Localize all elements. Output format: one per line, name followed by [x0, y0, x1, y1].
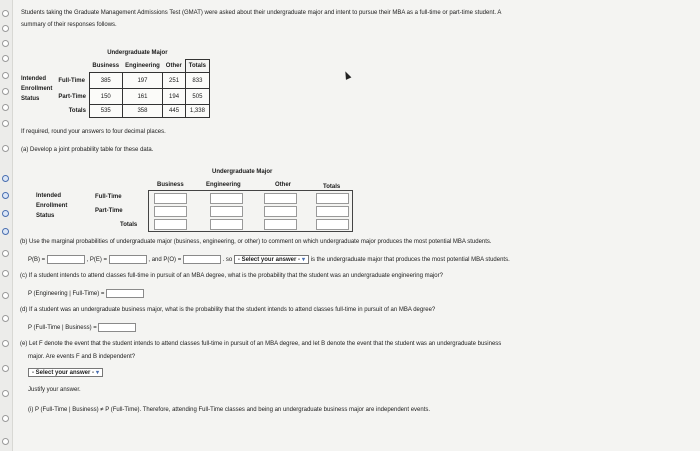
column-header-totals: Totals [185, 60, 209, 73]
table-cell: 161 [122, 89, 163, 105]
joint-input-totals-other[interactable] [264, 219, 297, 230]
joint-row-totals: Totals [120, 222, 138, 228]
part-d-text: (d) If a student was an undergraduate business major, what is the probability that the student intends to attend classes full-time in pursuit of an MBA degree? [20, 307, 436, 313]
joint-input-totals-engineering[interactable] [210, 219, 243, 230]
joint-input-parttime-other[interactable] [264, 206, 297, 217]
part-c-input[interactable] [106, 289, 144, 298]
joint-row-full-time: Full-Time [95, 194, 122, 200]
radio-indicator [2, 40, 9, 47]
radio-indicator [2, 104, 9, 111]
part-a-label: (a) Develop a joint probability table for these data. [21, 147, 154, 153]
table-cell: 385 [89, 73, 122, 89]
joint-column-totals: Totals [323, 184, 341, 190]
joint-input-parttime-totals[interactable] [316, 206, 349, 217]
radio-indicator [2, 120, 9, 127]
left-gutter [0, 0, 13, 451]
column-header-engineering: Engineering [125, 62, 160, 69]
column-header-business: Business [92, 62, 120, 69]
intro-line-1: Students taking the Graduate Management Admissions Test (GMAT) were asked about their undergraduate major and intent to pursue their MBA as a full-time or part-time student. A [21, 10, 502, 16]
radio-indicator [2, 72, 9, 79]
part-d-prob-label: P (Full-Time | Business) = [28, 325, 97, 332]
row-group-line: Intended [21, 75, 46, 82]
po-label: , and P(O) = [148, 257, 182, 264]
row-group-line: Intended [36, 193, 61, 199]
row-label-totals: Totals [68, 108, 86, 114]
joint-input-fulltime-other[interactable] [264, 193, 297, 204]
table-cell: 197 [122, 73, 163, 89]
radio-indicator [2, 365, 9, 372]
pb-input[interactable] [47, 255, 85, 264]
table-cell: 251 [163, 73, 186, 89]
radio-indicator [2, 210, 9, 217]
joint-input-fulltime-engineering[interactable] [210, 193, 243, 204]
part-e-line-1: (e) Let F denote the event that the student intends to attend classes full-time in pursuit of an MBA degree, and let B denote the event that the student was an undergraduate business [20, 341, 502, 347]
justification-option: (i) P (Full-Time | Business) ≠ P (Full-Time). Therefore, attending Full-Time classes and being an undergraduate business major are independent events. [28, 407, 431, 413]
pe-label: , P(E) = [86, 257, 108, 264]
justify-label: Justify your answer. [28, 387, 81, 393]
row-group-label [18, 73, 55, 105]
part-b-answer-row [28, 255, 510, 264]
radio-indicator [2, 270, 9, 277]
po-input[interactable] [183, 255, 221, 264]
row-group-line: Enrollment [21, 85, 53, 92]
joint-input-fulltime-totals[interactable] [316, 193, 349, 204]
so-label: . so [222, 257, 233, 264]
radio-indicator [2, 340, 9, 347]
table-cell: 445 [163, 105, 186, 118]
part-e-line-2: major. Are events F and B independent? [28, 354, 136, 360]
joint-row-part-time: Part-Time [95, 208, 123, 214]
joint-column-engineering: Engineering [206, 182, 241, 188]
row-group-line: Enrollment [36, 203, 68, 209]
part-b-tail: is the undergraduate major that produces the most potential MBA students. [310, 257, 510, 264]
joint-input-parttime-engineering[interactable] [210, 206, 243, 217]
radio-indicator [2, 390, 9, 397]
joint-input-parttime-business[interactable] [154, 206, 187, 217]
chevron-down-icon: ▾ [301, 257, 305, 263]
table-cell: 535 [89, 105, 122, 118]
radio-indicator [2, 55, 9, 62]
row-group-line: Status [21, 95, 40, 102]
table-cell: 194 [163, 89, 186, 105]
joint-column-other: Other [275, 182, 292, 188]
pb-label: P(B) = [28, 257, 46, 264]
select-label: - Select your answer - [237, 257, 300, 263]
summary-table [18, 47, 210, 118]
joint-input-totals-business[interactable] [154, 219, 187, 230]
radio-indicator [2, 175, 9, 182]
row-label-part-time: Part-Time [58, 93, 86, 100]
row-group-line: Status [36, 213, 55, 219]
joint-input-totals-totals[interactable] [316, 219, 349, 230]
undergraduate-major-header: Undergraduate Major [107, 50, 168, 57]
part-c-text: (c) If a student intends to attend classes full-time in pursuit of an MBA degree, what is the probability that the student was an undergraduate engineering major? [20, 273, 443, 279]
joint-column-business: Business [157, 182, 184, 188]
table-cell: 833 [185, 73, 209, 89]
radio-indicator [2, 25, 9, 32]
chevron-down-icon: ▾ [96, 370, 100, 376]
radio-indicator [2, 145, 9, 152]
radio-indicator [2, 228, 9, 235]
select-label: - Select your answer - [32, 370, 95, 376]
part-e-select-wrap [28, 368, 103, 377]
joint-input-fulltime-business[interactable] [154, 193, 187, 204]
part-d-answer-row [28, 323, 136, 332]
radio-indicator [2, 10, 9, 17]
intro-line-2: summary of their responses follows. [21, 22, 117, 28]
table-cell: 505 [185, 89, 209, 105]
part-c-answer-row [28, 289, 144, 298]
table-cell: 150 [89, 89, 122, 105]
independence-select-dropdown[interactable] [28, 368, 103, 377]
radio-indicator [2, 292, 9, 299]
joint-row-group-label [36, 191, 67, 221]
part-c-prob-label: P (Engineering | Full-Time) = [28, 291, 105, 298]
mouse-cursor-icon [343, 70, 352, 80]
part-d-input[interactable] [98, 323, 136, 332]
part-b-text: (b) Use the marginal probabilities of undergraduate major (business, engineering, or other) to comment on which undergraduate major produces the most potential MBA students. [20, 239, 492, 245]
column-header-other: Other [165, 62, 182, 69]
radio-indicator [2, 315, 9, 322]
table-cell: 1,338 [185, 105, 209, 118]
table-cell: 358 [122, 105, 163, 118]
radio-indicator [2, 415, 9, 422]
radio-indicator [2, 250, 9, 257]
rounding-note: If required, round your answers to four decimal places. [21, 129, 166, 135]
pe-input[interactable] [109, 255, 147, 264]
major-select-dropdown[interactable] [234, 255, 309, 264]
row-label-full-time: Full-Time [58, 77, 85, 84]
radio-indicator [2, 438, 9, 445]
joint-table-major-header: Undergraduate Major [212, 169, 273, 175]
radio-indicator [2, 88, 9, 95]
radio-indicator [2, 192, 9, 199]
